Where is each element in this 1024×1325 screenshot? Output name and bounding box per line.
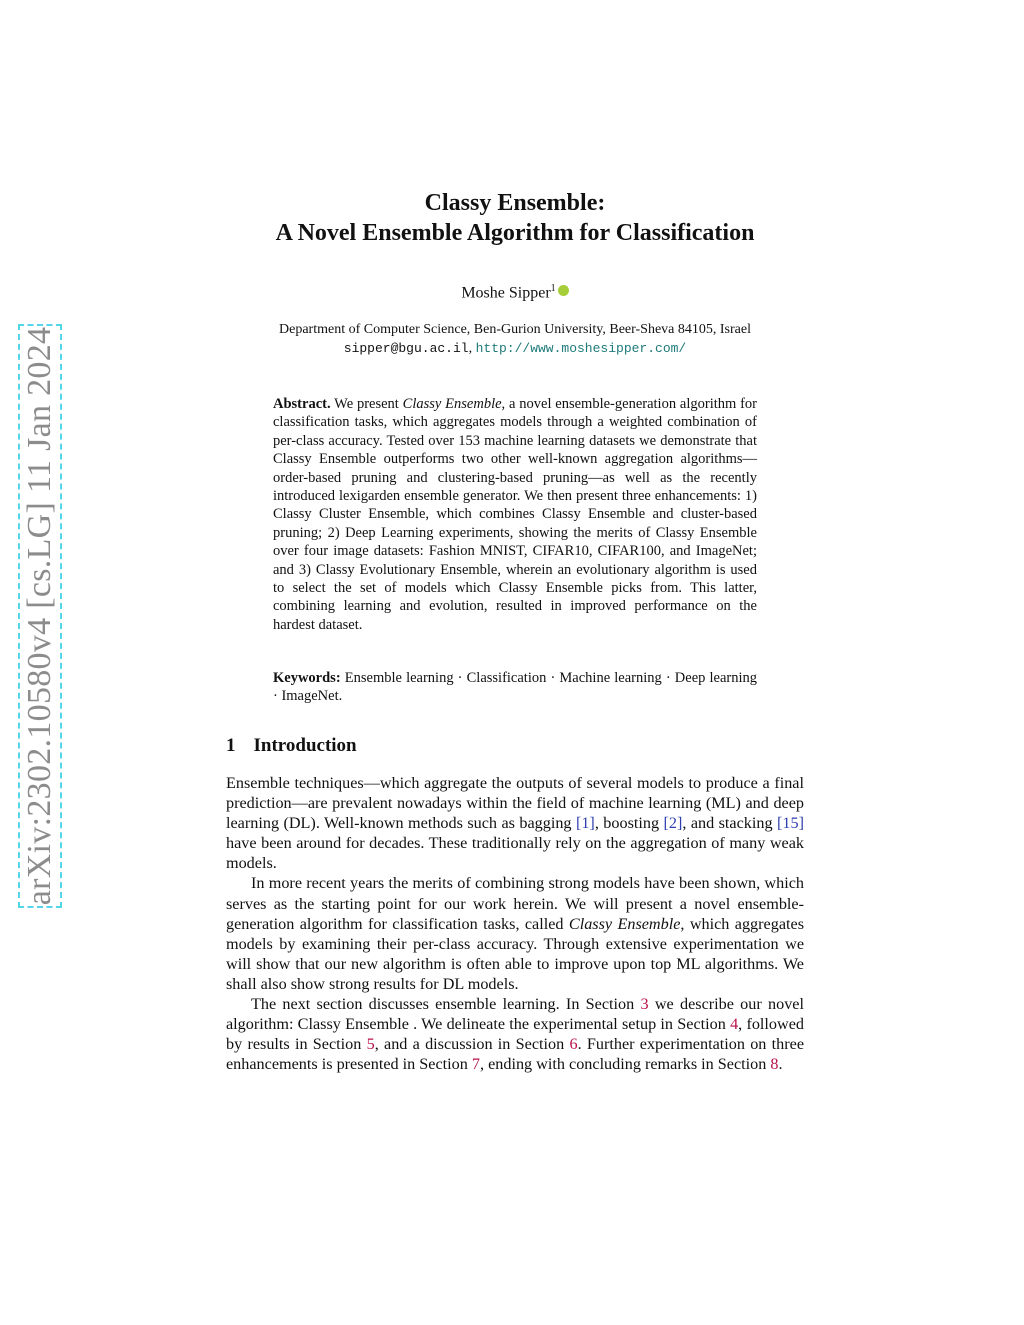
keywords-text: Ensemble learning · Classification · Machine learning · Deep learning · ImageNet. xyxy=(273,670,757,705)
author-email: sipper@bgu.ac.il xyxy=(343,341,469,356)
section-ref-link[interactable]: 5 xyxy=(366,1035,375,1054)
paragraph-1: Ensemble techniques—which aggregate the outputs of several models to produce a final prediction—are prevalent nowadays within the field of machine learning (ML) and deep learning (DL). Well-known methods such as bagging [1], boosting [2], and stacking [15] have been around for decades. These traditionally rely on the aggregation of many weak models. xyxy=(226,774,804,873)
citation-link[interactable]: [15] xyxy=(777,814,804,833)
contact-separator: , xyxy=(468,341,473,356)
abstract-method-name: Classy Ensemble xyxy=(402,396,502,412)
orcid-icon[interactable] xyxy=(558,285,569,296)
title-line-2: A Novel Ensemble Algorithm for Classification xyxy=(275,220,755,246)
section-ref-link[interactable]: 4 xyxy=(730,1015,739,1034)
affiliation-block xyxy=(200,320,830,358)
affiliation: Department of Computer Science, Ben-Gurion University, Beer-Sheva 84105, Israel xyxy=(279,322,751,337)
arxiv-stamp-text: arXiv:2302.10580v4 [cs.LG] 11 Jan 2024 xyxy=(21,326,58,906)
arxiv-stamp xyxy=(18,324,62,908)
citation-link[interactable]: [2] xyxy=(663,814,683,833)
abstract-intro: We present xyxy=(334,396,399,412)
emphasis: Classy Ensemble xyxy=(568,914,681,933)
abstract xyxy=(273,395,757,634)
section-ref-link[interactable]: 3 xyxy=(640,995,649,1014)
author-affil-mark: 1 xyxy=(550,283,556,294)
abstract-label: Abstract. xyxy=(273,396,331,412)
section-ref-link[interactable]: 6 xyxy=(569,1035,578,1054)
abstract-text: , a novel ensemble-generation algorithm for classification tasks, which aggregates models through a weighted combination of per-class accuracy. Tested over 153 machine learning datasets we demonstrate that Classy Ensemble outperforms two other well-known aggregation algorithms—order-based pruning and clustering-based pruning—as well as the recently introduced lexigarden ensemble generator. We then present three enhancements: 1) Classy Cluster Ensemble, which combines Classy Ensemble and cluster-based pruning; 2) Deep Learning experiments, showing the merits of Classy Ensemble over four image datasets: Fashion MNIST, CIFAR10, CIFAR100, and ImageNet; and 3) Classy Evolutionary Ensemble, wherein an evolutionary algorithm is used to select the set of models which Classy Ensemble picks from. This latter, combining learning and evolution, resulted in improved performance on the hardest dataset. xyxy=(273,396,758,633)
section-number: 1 xyxy=(226,735,236,756)
paragraph-2: In more recent years the merits of combining strong models have been shown, which serves as the starting point for our work herein. We will present a novel ensemble-generation algorithm for classification tasks, called Classy Ensemble, which aggregates models by examining their per-class accuracy. Through extensive experimentation we will show that our new algorithm is often able to improve upon top ML algorithms. We shall also show strong results for DL models. xyxy=(226,874,804,993)
section-ref-link[interactable]: 7 xyxy=(471,1055,480,1074)
section-ref-link[interactable]: 8 xyxy=(770,1055,779,1074)
intro-body xyxy=(226,773,804,1074)
author-line xyxy=(226,283,804,302)
paragraph-3: The next section discusses ensemble learning. In Section 3 we describe our novel algorithm: Classy Ensemble . We delineate the experimental setup in Section 4, followed by results in Section 5, and a discussion in Section 6. Further experimentation on three enhancements is presented in Section 7, ending with concluding remarks in Section 8. xyxy=(226,995,805,1074)
keywords xyxy=(273,669,757,706)
paper-title xyxy=(226,188,804,248)
citation-link[interactable]: [1] xyxy=(575,814,595,833)
author-website-link[interactable]: http://www.moshesipper.com/ xyxy=(475,341,687,356)
title-line-1: Classy Ensemble: xyxy=(424,190,606,216)
section-title: Introduction xyxy=(253,735,357,756)
keywords-label: Keywords: xyxy=(273,670,341,686)
section-heading xyxy=(226,735,357,757)
author-name: Moshe Sipper xyxy=(461,284,551,302)
